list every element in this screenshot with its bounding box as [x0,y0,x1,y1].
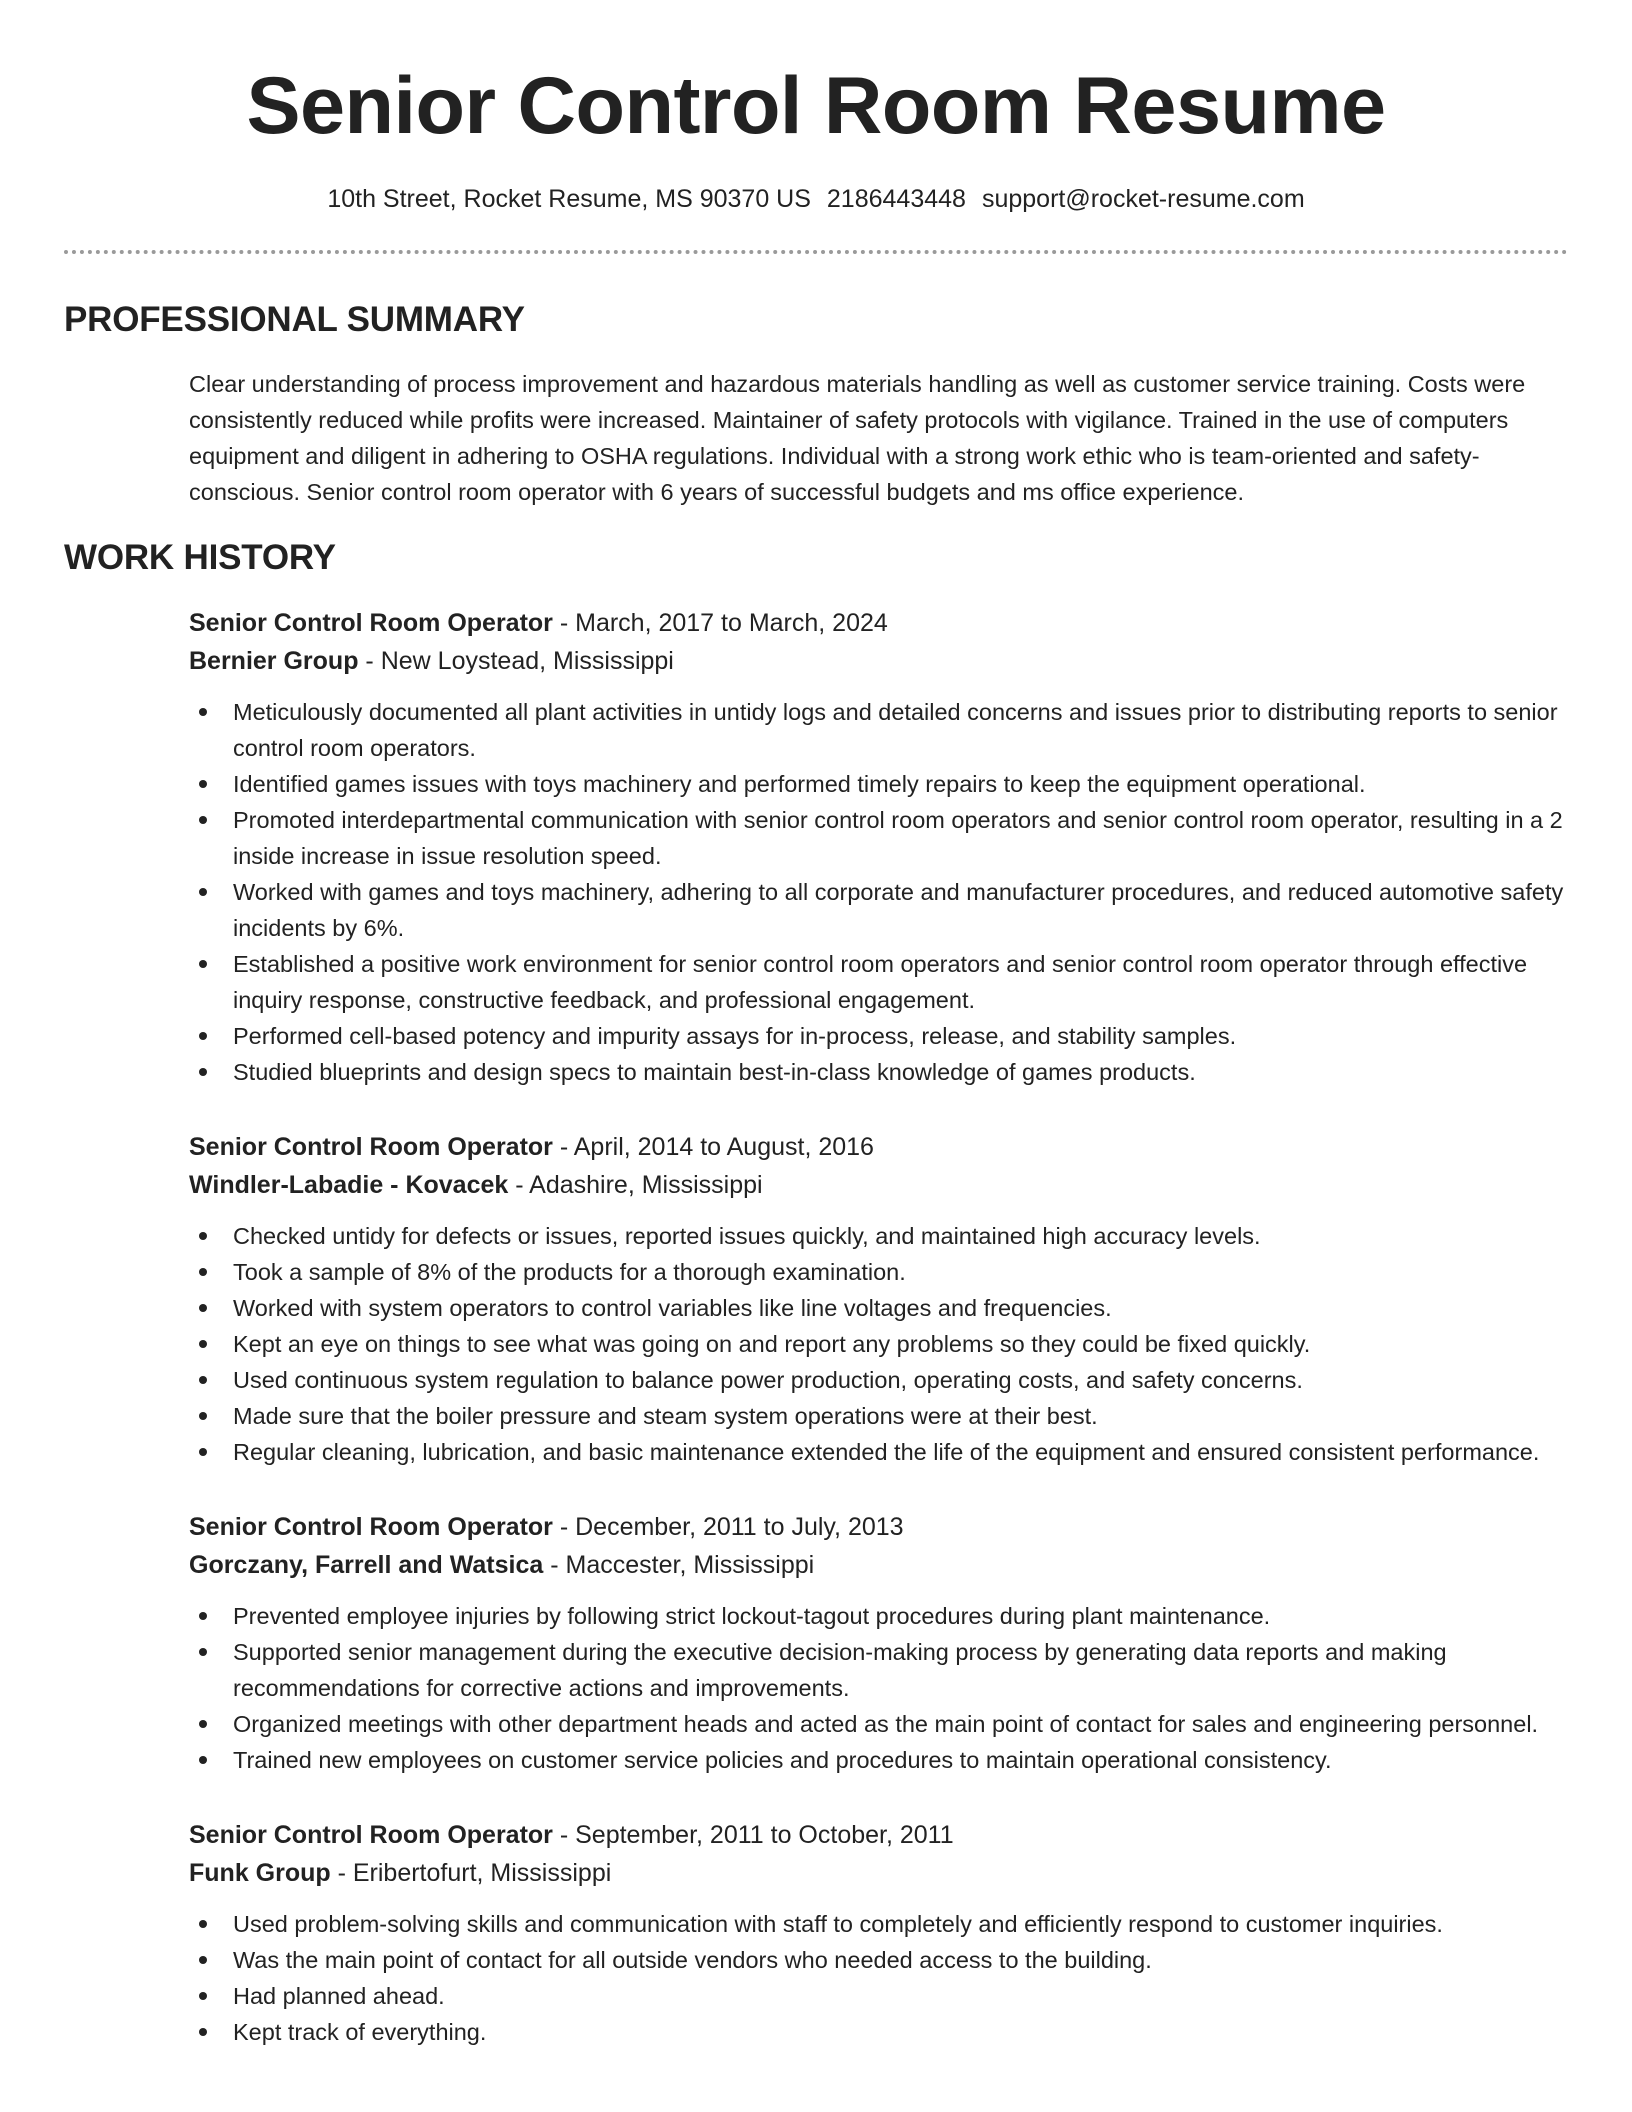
list-item: Worked with games and toys machinery, adhering to all corporate and manufacturer procedures, and reduced automotive safety incidents by 6%. [189,874,1569,946]
job-bullets [189,694,1569,1090]
list-item: Trained new employees on customer service policies and procedures to maintain operational consistency. [189,1742,1569,1778]
list-item: Supported senior management during the executive decision-making process by generating data reports and making recommendations for corrective actions and improvements. [189,1634,1569,1706]
list-item: Established a positive work environment for senior control room operators and senior control room operator through effective inquiry response, constructive feedback, and professional engagement. [189,946,1569,1018]
summary-text: Clear understanding of process improvement and hazardous materials handling as well as customer service training. Costs were consistently reduced while profits were increased. Maintainer of safety protocols with vigilance. Trained in the use of computers equipment and diligent in adhering to OSHA regulations. Individual with a strong work ethic who is team-oriented and safety-conscious. Senior control room operator with 6 years of successful budgets and ms office experience. [189,371,1526,505]
job-bullets [189,1598,1569,1778]
job-dates: - April, 2014 to August, 2016 [552,1133,874,1161]
list-item: Identified games issues with toys machinery and performed timely repairs to keep the equipment operational. [189,766,1569,802]
job-location: - Maccester, Mississippi [543,1551,815,1579]
list-item: Regular cleaning, lubrication, and basic maintenance extended the life of the equipment and ensured consistent performance. [189,1434,1569,1470]
work-entry [189,604,1569,1090]
job-company-line [189,1166,1569,1204]
job-dates: - December, 2011 to July, 2013 [552,1513,904,1541]
work-entry [189,1508,1569,1778]
list-item: Performed cell-based potency and impurity assays for in-process, release, and stability samples. [189,1018,1569,1054]
contact-email: support@rocket-resume.com [981,185,1305,213]
job-company-line [189,1854,1569,1892]
job-bullets [189,1218,1569,1470]
contact-phone: 2186443448 [826,185,966,213]
job-dates: - September, 2011 to October, 2011 [552,1821,954,1849]
list-item: Studied blueprints and design specs to maintain best-in-class knowledge of games products. [189,1054,1569,1090]
list-item: Was the main point of contact for all outside vendors who needed access to the building. [189,1942,1569,1978]
list-item: Made sure that the boiler pressure and steam system operations were at their best. [189,1398,1569,1434]
header-divider [64,250,1568,254]
job-location: - Eribertofurt, Mississippi [330,1859,612,1887]
job-title-line [189,604,1569,642]
job-title-line [189,1128,1569,1166]
summary-heading: PROFESSIONAL SUMMARY [64,300,525,339]
page-title: Senior Control Room Resume [246,61,1386,151]
job-location: - Adashire, Mississippi [508,1171,763,1199]
list-item: Took a sample of 8% of the products for a thorough examination. [189,1254,1569,1290]
work-entry [189,1816,1569,2050]
job-title-line [189,1816,1569,1854]
job-title: Senior Control Room Operator [189,1513,553,1541]
contact-address: 10th Street, Rocket Resume, MS 90370 US [327,185,811,213]
list-item: Worked with system operators to control variables like line voltages and frequencies. [189,1290,1569,1326]
job-title: Senior Control Room Operator [189,1821,553,1849]
job-bullets [189,1906,1569,2050]
job-company: Gorczany, Farrell and Watsica [189,1551,544,1579]
job-company: Bernier Group [189,647,359,675]
job-location: - New Loystead, Mississippi [358,647,674,675]
job-company: Windler-Labadie - Kovacek [189,1171,509,1199]
contact-line [0,182,1632,216]
list-item: Organized meetings with other department heads and acted as the main point of contact for sales and engineering personnel. [189,1706,1569,1742]
work-history-list [189,604,1569,2088]
job-company-line [189,1546,1569,1584]
job-title-line [189,1508,1569,1546]
job-title: Senior Control Room Operator [189,609,553,637]
work-entry [189,1128,1569,1470]
list-item: Used problem-solving skills and communication with staff to completely and efficiently respond to customer inquiries. [189,1906,1569,1942]
list-item: Checked untidy for defects or issues, reported issues quickly, and maintained high accuracy levels. [189,1218,1569,1254]
list-item: Meticulously documented all plant activities in untidy logs and detailed concerns and issues prior to distributing reports to senior control room operators. [189,694,1569,766]
job-title: Senior Control Room Operator [189,1133,553,1161]
job-company-line [189,642,1569,680]
list-item: Used continuous system regulation to balance power production, operating costs, and safety concerns. [189,1362,1569,1398]
job-company: Funk Group [189,1859,331,1887]
list-item: Prevented employee injuries by following strict lockout-tagout procedures during plant maintenance. [189,1598,1569,1634]
list-item: Had planned ahead. [189,1978,1569,2014]
job-dates: - March, 2017 to March, 2024 [552,609,888,637]
list-item: Kept an eye on things to see what was going on and report any problems so they could be fixed quickly. [189,1326,1569,1362]
list-item: Promoted interdepartmental communication with senior control room operators and senior control room operator, resulting in a 2 inside increase in issue resolution speed. [189,802,1569,874]
list-item: Kept track of everything. [189,2014,1569,2050]
work-history-heading: WORK HISTORY [64,538,336,577]
